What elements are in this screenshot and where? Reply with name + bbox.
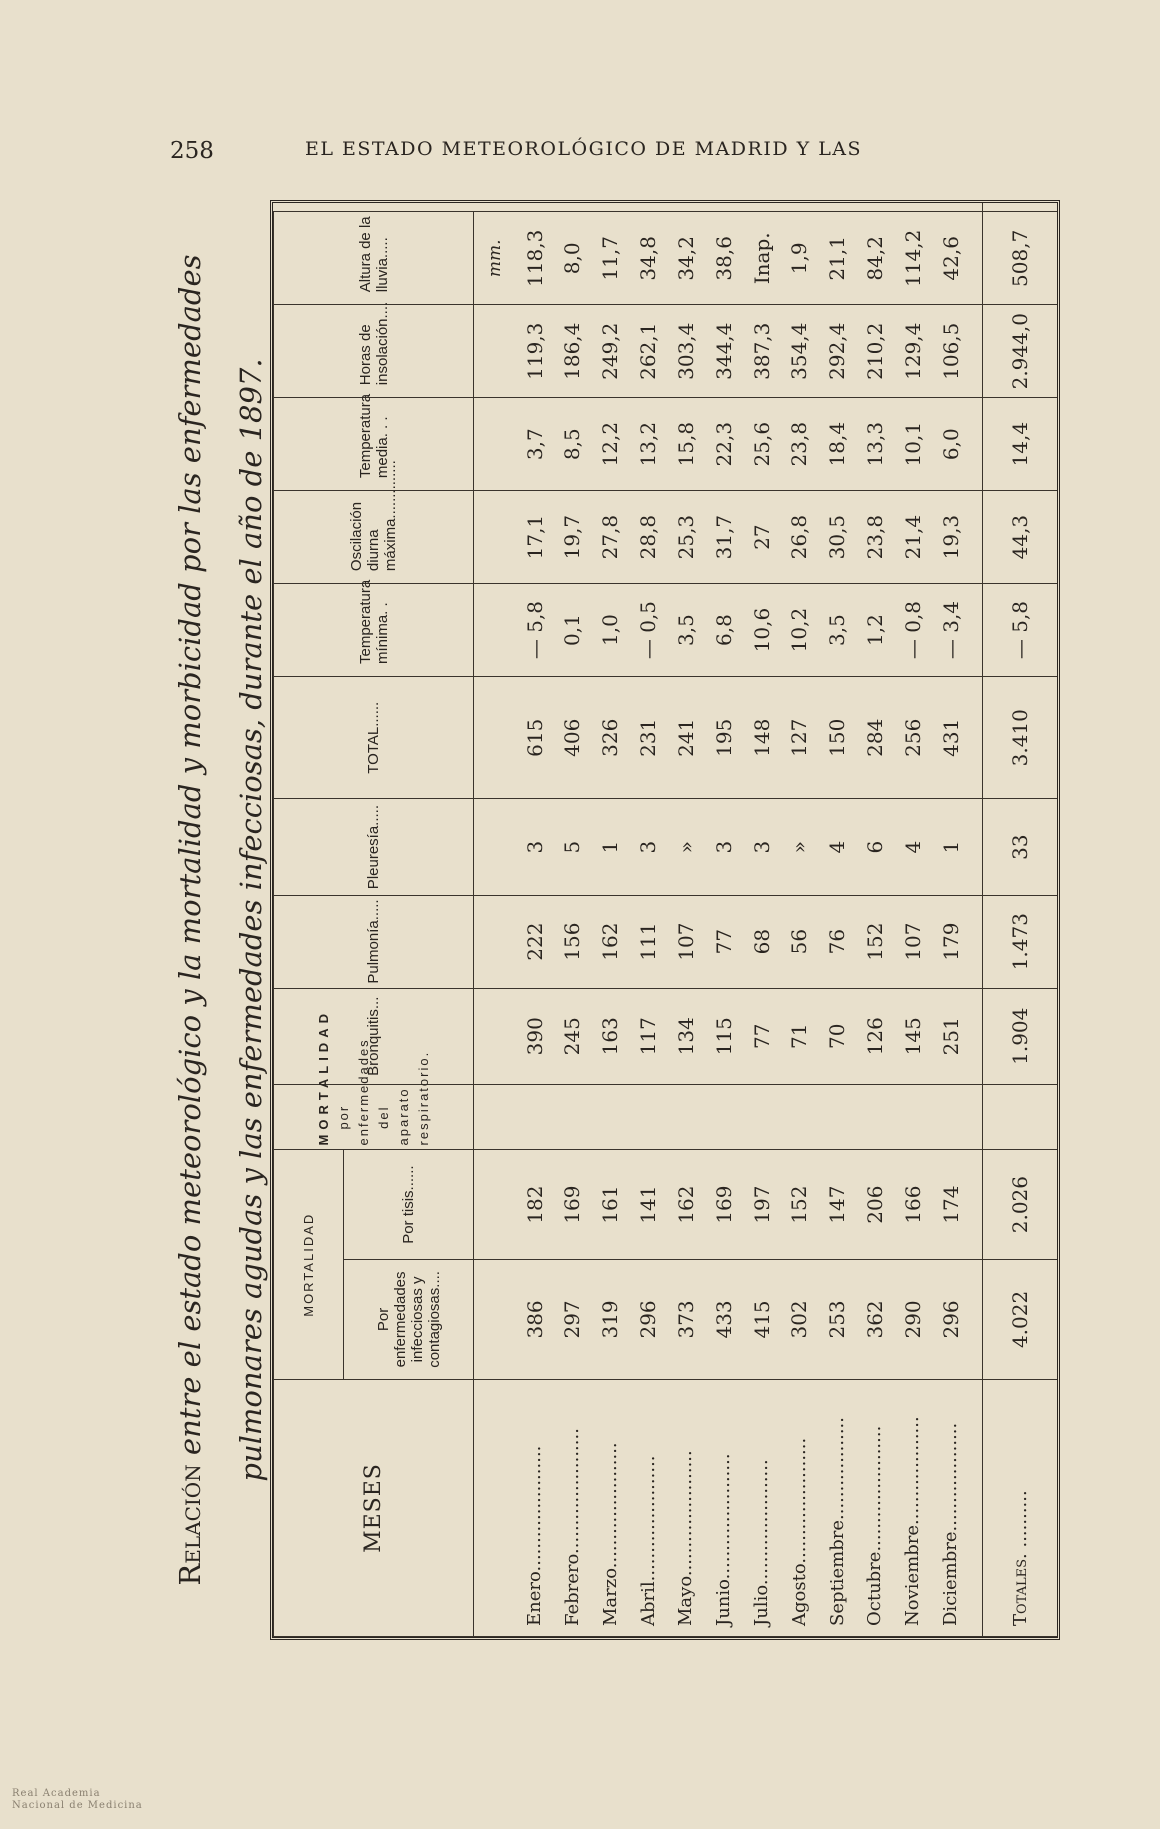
cell-bronquitis: 126 [856,988,894,1084]
cell-tmed: 23,8 [780,398,818,491]
cell-bronquitis: 390 [516,988,554,1084]
cell-osc: 44,3 [983,491,1057,584]
cell-lluvia: 38,6 [705,212,743,305]
cell-tmin: 10,2 [780,584,818,677]
cell-mes: Octubre...................... [856,1380,894,1637]
page-header [170,138,910,174]
cell-pleuresia: 4 [818,799,856,895]
cell-tmin: — 5,8 [983,584,1057,677]
cell-tisis: 161 [591,1150,629,1259]
cell-lluvia: 1,9 [780,212,818,305]
cell-mes: Totales. .......... [983,1380,1057,1637]
cell-pleuresia: 1 [932,799,970,895]
cell-tmin: — 0,5 [629,584,667,677]
col-header-total: TOTAL...... [274,677,474,799]
cell-lluvia: 34,8 [629,212,667,305]
cell-osc: 31,7 [705,491,743,584]
cell-tmed: 3,7 [516,398,554,491]
cell-total: 284 [856,677,894,799]
cell-mes: Noviembre................... [894,1380,932,1637]
cell-total: 615 [516,677,554,799]
cell-total: 256 [894,677,932,799]
cell-lluvia: 8,0 [554,212,592,305]
cell-tisis: 206 [856,1150,894,1259]
cell-infecciosas: 433 [705,1259,743,1379]
cell-pleuresia: 33 [983,799,1057,895]
table-row [894,203,932,1637]
cell-tmed: 13,3 [856,398,894,491]
cell-infecciosas: 290 [894,1259,932,1379]
cell-tmed: 22,3 [705,398,743,491]
cell-osc: 30,5 [818,491,856,584]
group-header-respiratorio-title: MORTALIDAD [315,1009,331,1146]
library-watermark [12,1788,143,1812]
cell-tmin: 3,5 [818,584,856,677]
table-row [705,203,743,1637]
cell-total: 431 [932,677,970,799]
cell-pleuresia: 3 [629,799,667,895]
cell-bronquitis: 115 [705,988,743,1084]
cell-tmed: 10,1 [894,398,932,491]
cell-lluvia: 21,1 [818,212,856,305]
cell-pleuresia: 3 [743,799,781,895]
cell-bronquitis: 251 [932,988,970,1084]
cell-lluvia: 34,2 [667,212,705,305]
cell-tmed: 25,6 [743,398,781,491]
cell-mes: Febrero...................... [554,1380,592,1637]
cell-osc: 19,3 [932,491,970,584]
group-header-mortalidad: MORTALIDAD [274,1150,344,1380]
cell-tisis: 141 [629,1150,667,1259]
cell-bronquitis: 1.904 [983,988,1057,1084]
col-header-bronquitis: Bronquitis... [274,988,474,1084]
watermark-line-2: Nacional de Medicina [12,1800,143,1811]
cell-tmin: 6,8 [705,584,743,677]
col-header-infecciosas: Por enfermedades infecciosas y contagiosas.... [344,1259,474,1379]
cell-insol: 354,4 [780,305,818,398]
cell-osc: 26,8 [780,491,818,584]
cell-pulmonia: 77 [705,895,743,988]
watermark-line-1: Real Academia [12,1788,101,1799]
col-header-pleuresia: Pleuresía..... [274,799,474,895]
cell-tisis: 169 [705,1150,743,1259]
col-header-insolacion: Horas de insolación.... [274,305,474,398]
group-header-respiratorio-sub: por enfermedades del aparato respiratorio. [335,1038,431,1146]
col-header-oscilacion: Oscilación diurna máxima.............. [274,491,474,584]
table-row [932,203,970,1637]
cell-pleuresia: 6 [856,799,894,895]
cell-insol: 344,4 [705,305,743,398]
cell-infecciosas: 253 [818,1259,856,1379]
table-row [629,203,667,1637]
unit-row [474,203,516,1637]
cell-insol: 106,5 [932,305,970,398]
page-number: 258 [170,138,214,164]
table-row [743,203,781,1637]
cell-infecciosas: 373 [667,1259,705,1379]
cell-total: 3.410 [983,677,1057,799]
cell-pulmonia: 56 [780,895,818,988]
cell-infecciosas: 296 [932,1259,970,1379]
cell-insol: 387,3 [743,305,781,398]
cell-tisis: 197 [743,1150,781,1259]
cell-mes: Septiembre.................. [818,1380,856,1637]
cell-insol: 129,4 [894,305,932,398]
cell-tmed: 13,2 [629,398,667,491]
caption-lead: Relación [173,1464,207,1586]
cell-osc: 27 [743,491,781,584]
cell-osc: 23,8 [856,491,894,584]
cell-total: 148 [743,677,781,799]
cell-total: 127 [780,677,818,799]
cell-mes: Mayo...................... [667,1380,705,1637]
cell-tisis: 152 [780,1150,818,1259]
cell-osc: 17,1 [516,491,554,584]
cell-infecciosas: 386 [516,1259,554,1379]
cell-pulmonia: 107 [894,895,932,988]
cell-bronquitis: 145 [894,988,932,1084]
cell-bronquitis: 71 [780,988,818,1084]
cell-lluvia: 84,2 [856,212,894,305]
cell-tmed: 8,5 [554,398,592,491]
cell-pulmonia: 222 [516,895,554,988]
cell-total: 241 [667,677,705,799]
table-row [554,203,592,1637]
cell-tmin: 3,5 [667,584,705,677]
cell-tmed: 14,4 [983,398,1057,491]
cell-infecciosas: 415 [743,1259,781,1379]
table-row [516,203,554,1637]
cell-lluvia: 118,3 [516,212,554,305]
cell-tmin: — 3,4 [932,584,970,677]
cell-tisis: 169 [554,1150,592,1259]
cell-pleuresia: 5 [554,799,592,895]
running-title: EL ESTADO METEOROLÓGICO DE MADRID Y LAS [305,138,863,160]
cell-bronquitis: 163 [591,988,629,1084]
cell-tmin: 10,6 [743,584,781,677]
cell-osc: 27,8 [591,491,629,584]
cell-tisis: 166 [894,1150,932,1259]
col-header-meses: MESES [274,1380,474,1637]
col-header-temp-media: Temperatura media. . . [274,398,474,491]
cell-tmed: 12,2 [591,398,629,491]
data-table-frame [270,200,1060,1640]
caption-text: entre el estado meteorológico y la mortalidad y morbicidad por las enfermedades pulmonares agudas y las enfermedades infecciosas, durante el año de 1897. [173,254,268,1482]
cell-pleuresia: » [780,799,818,895]
cell-insol: 303,4 [667,305,705,398]
cell-infecciosas: 302 [780,1259,818,1379]
cell-tisis: 174 [932,1150,970,1259]
col-header-temp-min: Temperatura mínima. . [274,584,474,677]
cell-pulmonia: 152 [856,895,894,988]
cell-tmin: — 5,8 [516,584,554,677]
cell-infecciosas: 319 [591,1259,629,1379]
table-row [856,203,894,1637]
cell-lluvia: 42,6 [932,212,970,305]
cell-infecciosas: 297 [554,1259,592,1379]
cell-insol: 186,4 [554,305,592,398]
cell-osc: 25,3 [667,491,705,584]
cell-tmed: 18,4 [818,398,856,491]
cell-tmin: 1,0 [591,584,629,677]
cell-lluvia: 11,7 [591,212,629,305]
cell-tmin: 0,1 [554,584,592,677]
table-caption [160,200,282,1640]
cell-insol: 249,2 [591,305,629,398]
cell-mes: Marzo...................... [591,1380,629,1637]
cell-mes: Enero...................... [516,1380,554,1637]
cell-pulmonia: 179 [932,895,970,988]
cell-lluvia: 508,7 [983,212,1057,305]
cell-tmin: 1,2 [856,584,894,677]
col-header-tisis: Por tisis...... [344,1150,474,1259]
cell-insol: 210,2 [856,305,894,398]
cell-pleuresia: » [667,799,705,895]
cell-pleuresia: 3 [516,799,554,895]
cell-insol: 292,4 [818,305,856,398]
cell-infecciosas: 296 [629,1259,667,1379]
table-row [780,203,818,1637]
cell-total: 150 [818,677,856,799]
cell-pulmonia: 68 [743,895,781,988]
lluvia-unit: mm. [474,212,516,305]
table-row [818,203,856,1637]
cell-mes: Abril...................... [629,1380,667,1637]
data-table [273,203,1057,1637]
cell-mes: Diciembre................... [932,1380,970,1637]
col-header-lluvia: Altura de la lluvia..... [274,212,474,305]
cell-bronquitis: 134 [667,988,705,1084]
cell-insol: 119,3 [516,305,554,398]
cell-tisis: 162 [667,1150,705,1259]
cell-tisis: 182 [516,1150,554,1259]
cell-pulmonia: 162 [591,895,629,988]
cell-mes: Junio...................... [705,1380,743,1637]
cell-pulmonia: 107 [667,895,705,988]
cell-osc: 28,8 [629,491,667,584]
cell-pulmonia: 76 [818,895,856,988]
cell-bronquitis: 77 [743,988,781,1084]
cell-total: 195 [705,677,743,799]
cell-pleuresia: 1 [591,799,629,895]
cell-osc: 19,7 [554,491,592,584]
cell-total: 406 [554,677,592,799]
cell-tmed: 15,8 [667,398,705,491]
cell-lluvia: 114,2 [894,212,932,305]
table-row [667,203,705,1637]
cell-pulmonia: 156 [554,895,592,988]
cell-pulmonia: 111 [629,895,667,988]
cell-pleuresia: 3 [705,799,743,895]
cell-bronquitis: 117 [629,988,667,1084]
cell-tisis: 2.026 [983,1150,1057,1259]
col-header-pulmonia: Pulmonía..... [274,895,474,988]
cell-pulmonia: 1.473 [983,895,1057,988]
cell-infecciosas: 4.022 [983,1259,1057,1379]
cell-tmin: — 0,8 [894,584,932,677]
cell-tmed: 6,0 [932,398,970,491]
cell-bronquitis: 245 [554,988,592,1084]
cell-total: 231 [629,677,667,799]
cell-total: 326 [591,677,629,799]
cell-mes: Agosto...................... [780,1380,818,1637]
cell-mes: Julio...................... [743,1380,781,1637]
cell-lluvia: Inap. [743,212,781,305]
table-row [591,203,629,1637]
cell-insol: 2.944,0 [983,305,1057,398]
cell-tisis: 147 [818,1150,856,1259]
totals-row [983,203,1057,1637]
cell-insol: 262,1 [629,305,667,398]
table-body [474,203,1058,1637]
cell-bronquitis: 70 [818,988,856,1084]
cell-osc: 21,4 [894,491,932,584]
cell-pleuresia: 4 [894,799,932,895]
rotated-table-block [160,200,1060,1640]
cell-infecciosas: 362 [856,1259,894,1379]
